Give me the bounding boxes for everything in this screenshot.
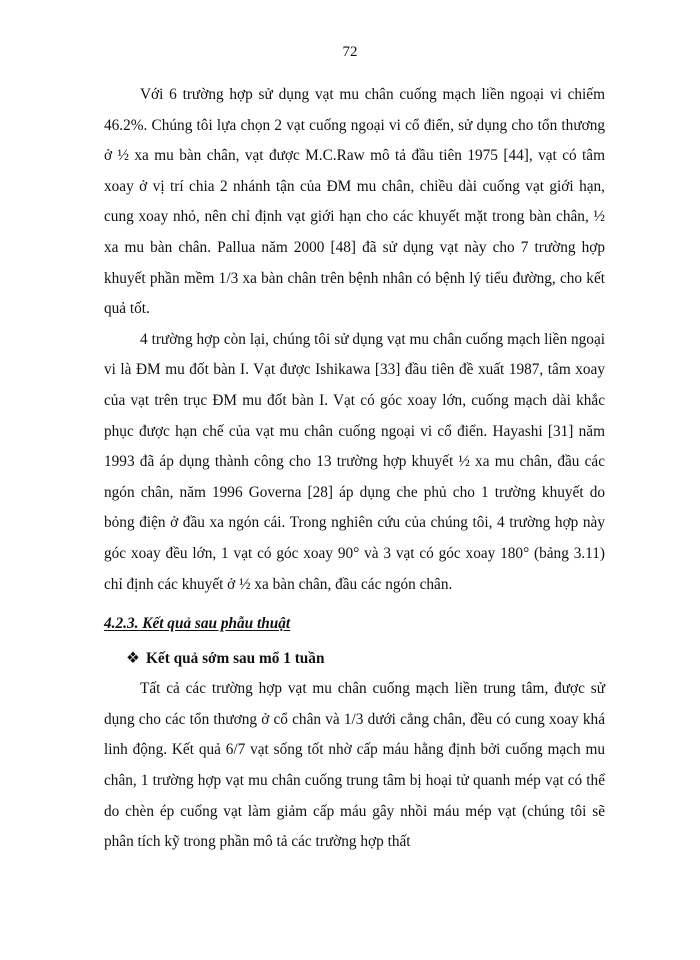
- subheading-text: Kết quả sớm sau mổ 1 tuần: [146, 649, 325, 667]
- paragraph-metatarsal-artery-flaps: 4 trường hợp còn lại, chúng tôi sử dụng vạt mu chân cuống mạch liền ngoại vi là ĐM mu đốt bàn I. Vạt được Ishikawa [33] đầu tiên đề xuất 1987, tâm xoay của vạt trên trục ĐM mu đốt bàn I. Vạt có góc xoay lớn, cuống mạch dài khắc phục được hạn chế của vạt mu chân cuống ngoại vi cổ điển. Hayashi [31] năm 1993 đã áp dụng thành công cho 13 trường hợp khuyết ½ xa mu chân, đầu các ngón chân, năm 1996 Governa [28] áp dụng che phủ cho 1 trường khuyết do bỏng điện ở đầu xa ngón cái. Trong nghiên cứu của chúng tôi, 4 trường hợp này góc xoay đều lớn, 1 vạt có góc xoay 90° và 3 vạt có góc xoay 180° (bảng 3.11) chỉ định các khuyết ở ½ xa bàn chân, đầu các ngón chân.: [104, 330, 605, 593]
- paragraph-peripheral-flaps: Với 6 trường hợp sử dụng vạt mu chân cuống mạch liền ngoại vi chiếm 46.2%. Chúng tôi lựa chọn 2 vạt cuống ngoại vi cổ điển, sử dụng cho tổn thương ở ½ xa mu bàn chân, vạt được M.C.Raw mô tả đầu tiên 1975 [44], vạt có tâm xoay ở vị trí chia 2 nhánh tận của ĐM mu chân, chiều dài cuống vạt giới hạn, cung xoay nhỏ, nên chỉ định vạt giới hạn cho các khuyết mặt trong bàn chân, ½ xa mu bàn chân. Pallua năm 2000 [48] đã sử dụng vạt này cho 7 trường hợp khuyết phần mềm 1/3 xa bàn chân trên bệnh nhân có bệnh lý tiểu đường, cho kết quả tốt.: [104, 86, 605, 318]
- paragraph-central-flap-results: Tất cả các trường hợp vạt mu chân cuống mạch liền trung tâm, được sử dụng cho các tổn thương ở cổ chân và 1/3 dưới cẳng chân, đều có cung xoay khá linh động. Kết quả 6/7 vạt sống tốt nhờ cấp máu hằng định bởi cuống mạch mu chân, 1 trường hợp vạt mu chân cuống trung tâm bị hoại tử quanh mép vạt có thể do chèn ép cuống vạt làm giảm cấp máu gây nhồi máu mép vạt (chúng tôi sẽ phân tích kỹ trong phần mô tả các trường hợp thất: [104, 680, 605, 851]
- page-number: 72: [342, 44, 358, 60]
- page-content: [104, 80, 605, 858]
- subheading-early-results: [126, 644, 605, 675]
- diamond-bullet-icon: ❖: [126, 649, 140, 667]
- section-heading: 4.2.3. Kết quả sau phẫu thuật: [104, 615, 291, 633]
